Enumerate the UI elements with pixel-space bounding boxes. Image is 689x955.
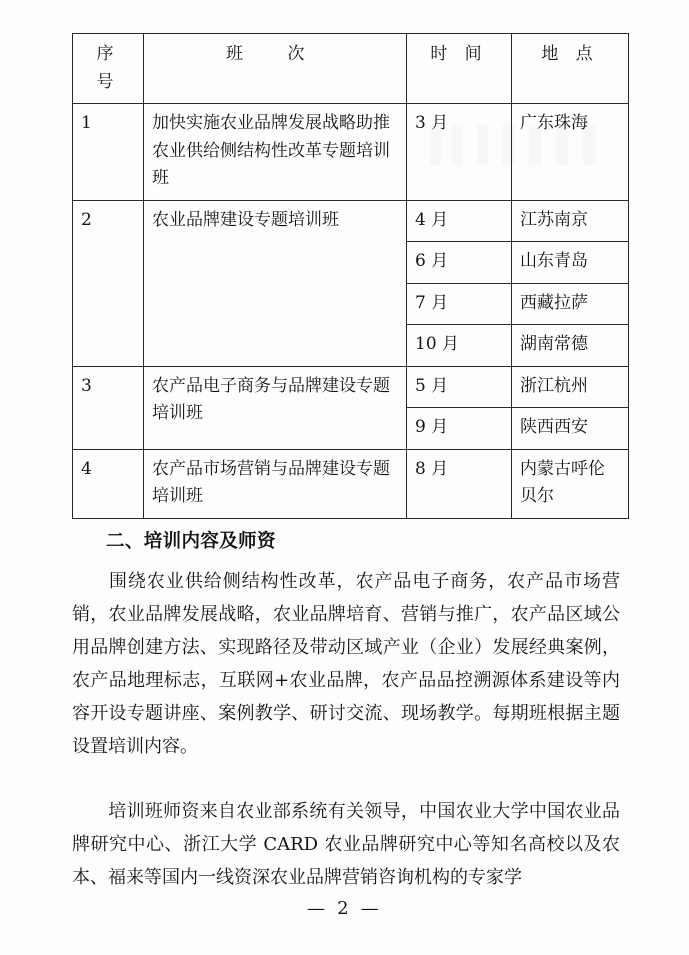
cell-time: 4 月 — [407, 200, 512, 242]
cell-place: 陕西西安 — [512, 408, 629, 450]
column-header-no: 序 号 — [73, 34, 144, 104]
table-row — [73, 200, 629, 242]
training-schedule-table-wrapper — [72, 33, 618, 519]
cell-name: 加快实施农业品牌发展战略助推农业供给侧结构性改革专题培训班 — [144, 104, 407, 201]
cell-name: 农业品牌建设专题培训班 — [144, 200, 407, 366]
cell-time: 9 月 — [407, 408, 512, 450]
table-row — [73, 366, 629, 408]
cell-place: 内蒙古呼伦贝尔 — [512, 449, 629, 518]
column-header-time: 时 间 — [407, 34, 512, 104]
cell-place: 湖南常德 — [512, 325, 629, 367]
cell-name: 农产品市场营销与品牌建设专题培训班 — [144, 449, 407, 518]
cell-place: 山东青岛 — [512, 242, 629, 284]
paragraph-text: 培训班师资来自农业部系统有关领导，中国农业大学中国农业品牌研究中心、浙江大学 CARD 农业品牌研究中心等知名高校以及农本、福来等国内一线资深农业品牌营销咨询机构的专家学 — [72, 801, 620, 888]
table-body — [73, 104, 629, 519]
cell-name: 农产品电子商务与品牌建设专题培训班 — [144, 366, 407, 449]
cell-time: 10 月 — [407, 325, 512, 367]
table-row — [73, 104, 629, 201]
column-header-name: 班 次 — [144, 34, 407, 104]
section-heading: 二、培训内容及师资 — [106, 531, 276, 552]
cell-place: 广东珠海 — [512, 104, 629, 201]
column-header-place: 地 点 — [512, 34, 629, 104]
cell-place: 西藏拉萨 — [512, 283, 629, 325]
cell-no: 2 — [73, 200, 144, 366]
paragraph-faculty — [72, 795, 620, 894]
paragraph-training-content — [72, 565, 620, 763]
cell-time: 5 月 — [407, 366, 512, 408]
cell-time: 7 月 — [407, 283, 512, 325]
table-header-row — [73, 34, 629, 104]
training-schedule-table — [72, 33, 629, 519]
table-row — [73, 449, 629, 518]
cell-no: 3 — [73, 366, 144, 449]
table-header — [73, 34, 629, 104]
cell-no: 4 — [73, 449, 144, 518]
cell-no: 1 — [73, 104, 144, 201]
cell-time: 8 月 — [407, 449, 512, 518]
cell-place: 浙江杭州 — [512, 366, 629, 408]
cell-time: 6 月 — [407, 242, 512, 284]
page-number: — 2 — — [306, 898, 383, 919]
paragraph-text: 围绕农业供给侧结构性改革，农产品电子商务，农产品市场营销，农业品牌发展战略，农业品牌培育、营销与推广，农产品区域公用品牌创建方法、实现路径及带动区域产业（企业）发展经典案例，农产品地理标志，互联网+农业品牌，农产品品控溯源体系建设等内容开设专题讲座、案例教学、研讨交流、现场教学。每期班根据主题设置培训内容。 — [72, 571, 620, 757]
cell-place: 江苏南京 — [512, 200, 629, 242]
cell-time: 3 月 — [407, 104, 512, 201]
